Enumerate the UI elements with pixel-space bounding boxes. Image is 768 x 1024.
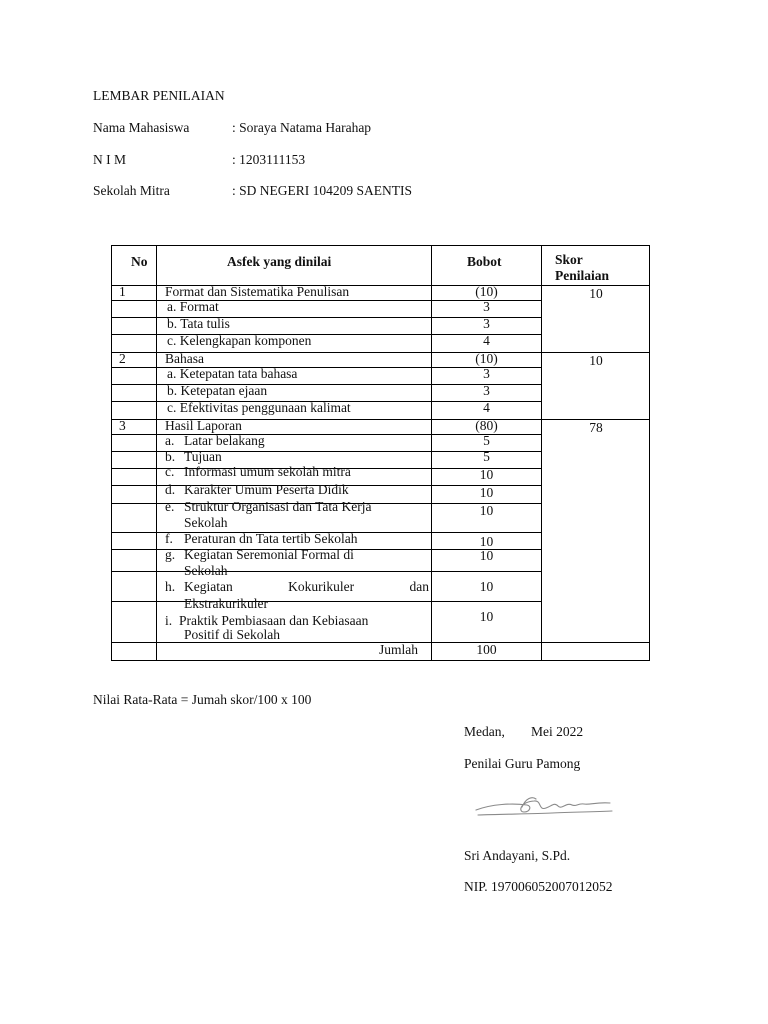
header-aspect: Asfek yang dinilai xyxy=(227,254,332,269)
item-3d-letter: d. xyxy=(165,482,176,497)
item-3i-letter: i. xyxy=(165,613,173,628)
signer-name: Sri Andayani, S.Pd. xyxy=(464,848,571,863)
weight-1b: 3 xyxy=(483,316,490,331)
weight-3g: 10 xyxy=(479,548,494,563)
weight-3b: 5 xyxy=(483,449,490,464)
weight-2a: 3 xyxy=(483,366,490,381)
section-3-weight: (80) xyxy=(475,418,498,433)
total-value: 100 xyxy=(476,642,497,657)
header-score-line1: Skor xyxy=(555,252,583,267)
section-1-title: Format dan Sistematika Penulisan xyxy=(165,284,350,299)
table-row-3b: Tujuan xyxy=(184,449,222,464)
table-row-3c: Informasi umum sekolah mitra xyxy=(184,464,351,479)
table-row-3e-cont: Sekolah xyxy=(184,515,228,530)
weight-3d: 10 xyxy=(479,485,494,500)
average-formula: Nilai Rata-Rata = Jumah skor/100 x 100 xyxy=(93,692,312,707)
item-3h-letter: h. xyxy=(165,579,176,594)
table-row-1b: b. Tata tulis xyxy=(167,316,230,331)
weight-3h: 10 xyxy=(479,579,494,594)
table-row-2c: c. Efektivitas penggunaan kalimat xyxy=(167,400,351,415)
section-2-title: Bahasa xyxy=(165,351,204,366)
handwritten-signature xyxy=(472,790,617,822)
signature-place: Medan, xyxy=(464,724,505,739)
signature-date: Mei 2022 xyxy=(531,724,584,739)
weight-3e: 10 xyxy=(479,503,494,518)
student-id-label: N I M xyxy=(93,152,126,167)
table-row-3g-cont: Sekolah xyxy=(184,563,228,578)
student-name-label: Nama Mahasiswa xyxy=(93,120,190,135)
item-3b-letter: b. xyxy=(165,449,176,464)
student-name-value: : Soraya Natama Harahap xyxy=(232,120,372,135)
table-row-3i: Praktik Pembiasaan dan Kebiasaan xyxy=(179,613,369,628)
section-2-no: 2 xyxy=(119,351,126,366)
weight-3i: 10 xyxy=(479,609,494,624)
signer-nip: NIP. 197006052007012052 xyxy=(464,879,613,894)
assessment-table xyxy=(111,245,650,661)
page-title: LEMBAR PENILAIAN xyxy=(93,88,225,103)
header-weight: Bobot xyxy=(467,254,502,269)
signature-role: Penilai Guru Pamong xyxy=(464,756,581,771)
table-row-3d: Karakter Umum Peserta Didik xyxy=(184,482,349,497)
table-row-3f: Peraturan dn Tata tertib Sekolah xyxy=(184,531,358,546)
weight-2c: 4 xyxy=(483,400,490,415)
table-row-3a: Latar belakang xyxy=(184,433,265,448)
item-3e-letter: e. xyxy=(165,499,175,514)
table-row-1a: a. Format xyxy=(167,299,219,314)
table-row-3h-cont: Ekstrakurikuler xyxy=(184,596,268,611)
weight-1a: 3 xyxy=(483,299,490,314)
partner-school-label: Sekolah Mitra xyxy=(93,183,170,198)
table-row-2a: a. Ketepatan tata bahasa xyxy=(167,366,298,381)
section-2-weight: (10) xyxy=(475,351,498,366)
table-row-3i-cont: Positif di Sekolah xyxy=(184,627,281,642)
weight-1c: 4 xyxy=(483,333,490,348)
item-3c-letter: c. xyxy=(165,464,175,479)
weight-3a: 5 xyxy=(483,433,490,448)
section-1-weight: (10) xyxy=(475,284,498,299)
weight-3c: 10 xyxy=(479,467,494,482)
section-3-score: 78 xyxy=(589,420,603,435)
item-3g-letter: g. xyxy=(165,547,176,562)
header-no: No xyxy=(131,254,148,269)
partner-school-value: : SD NEGERI 104209 SAENTIS xyxy=(232,183,413,198)
table-row-3g-text: Kegiatan Seremonial Formal di xyxy=(184,547,354,562)
item-3a-letter: a. xyxy=(165,433,175,448)
section-3-no: 3 xyxy=(119,418,126,433)
table-row-1c: c. Kelengkapan komponen xyxy=(167,333,312,348)
table-row-3h-text: Kegiatan Kokurikuler dan xyxy=(184,579,429,594)
table-row-3h xyxy=(184,579,429,594)
section-1-no: 1 xyxy=(119,284,126,299)
table-row-3g xyxy=(184,548,404,562)
section-2-score: 10 xyxy=(589,353,603,368)
section-3-title: Hasil Laporan xyxy=(165,418,242,433)
item-3f-letter: f. xyxy=(165,531,173,546)
weight-3f: 10 xyxy=(479,534,494,549)
total-label: Jumlah xyxy=(379,642,418,657)
table-row-3e: Struktur Organisasi dan Tata Kerja xyxy=(184,499,372,514)
header-score-line2: Penilaian xyxy=(555,268,610,283)
section-1-score: 10 xyxy=(589,286,603,301)
student-id-value: : 1203111153 xyxy=(232,152,306,167)
table-row-2b: b. Ketepatan ejaan xyxy=(167,383,268,398)
weight-2b: 3 xyxy=(483,383,490,398)
